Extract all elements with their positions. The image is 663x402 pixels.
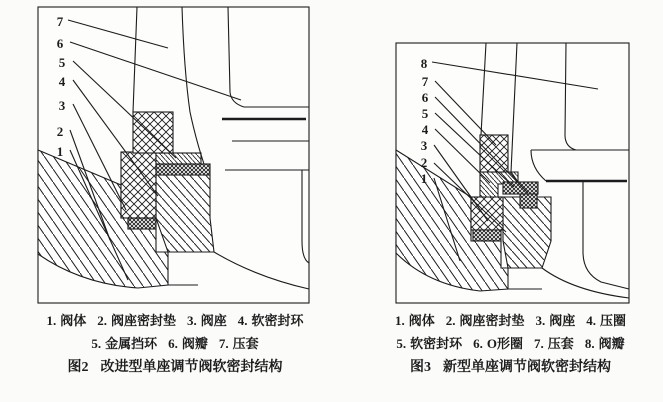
- fig2-seat-gasket-section: [128, 218, 156, 229]
- part-item: [396, 334, 462, 353]
- part-number: 3.: [535, 313, 546, 328]
- part-number: 7.: [218, 336, 229, 351]
- fig2-callout-1: 1: [56, 144, 64, 159]
- part-number: 5.: [91, 336, 102, 351]
- part-item: [473, 334, 523, 353]
- part-number: 1.: [394, 313, 405, 328]
- part-item: [585, 334, 625, 353]
- part-item: [219, 334, 259, 353]
- fig3-callout-7: 7: [421, 74, 429, 89]
- part-name: 压套: [232, 336, 259, 351]
- fig2-callout-5: 5: [58, 55, 66, 70]
- part-item: [168, 334, 208, 353]
- figure2-parts-row-2: [91, 334, 258, 353]
- fig2-seat-insert-section: [156, 175, 214, 252]
- part-name: 压套: [547, 336, 574, 351]
- fig2-valve-seat-section: [121, 152, 156, 218]
- part-number: 8.: [584, 336, 595, 351]
- part-item: [91, 334, 157, 353]
- part-name: 软密封环: [251, 313, 304, 328]
- part-item: [536, 311, 576, 330]
- fig2-callout-2: 2: [56, 124, 64, 139]
- part-number: 6.: [473, 336, 483, 351]
- part-name: 软密封环: [410, 336, 463, 351]
- part-item: [187, 311, 227, 330]
- fig2-metal-ring-section: [156, 153, 201, 164]
- part-name: 压圈: [600, 313, 627, 328]
- part-name: 阀体: [60, 313, 87, 328]
- part-name: 阀座: [200, 313, 227, 328]
- part-name: 金属挡环: [105, 336, 158, 351]
- part-number: 6.: [168, 336, 178, 351]
- part-name: 阀瓣: [181, 336, 208, 351]
- part-item: [586, 311, 626, 330]
- part-name: O形圈: [486, 336, 524, 351]
- part-number: 5.: [396, 336, 407, 351]
- part-number: 1.: [46, 313, 57, 328]
- fig3-callout-4: 4: [421, 122, 429, 137]
- part-name: 阀瓣: [598, 336, 625, 351]
- figure3-valve-cross-section: [368, 35, 638, 310]
- figure3-title: 新型单座调节阀软密封结构: [443, 360, 611, 375]
- figure2-caption-block: [0, 311, 350, 378]
- fig3-pressure-sleeve-section: [480, 135, 508, 172]
- part-number: 4.: [586, 313, 597, 328]
- figure3-parts-row-2: [396, 334, 624, 353]
- fig2-callout-6: 6: [56, 36, 64, 51]
- figure2-valve-cross-section: [26, 0, 318, 312]
- fig3-soft-seal-ring-section: [503, 182, 538, 194]
- fig2-callout-3: 3: [58, 98, 66, 113]
- fig3-callout-8: 8: [420, 56, 428, 71]
- fig2-pressure-sleeve-section: [133, 112, 173, 153]
- figure2-title: 改进型单座调节阀软密封结构: [100, 360, 283, 375]
- figure3-caption-block: [358, 311, 663, 378]
- figure3-label: 图3: [410, 360, 431, 375]
- part-item: [46, 311, 86, 330]
- fig2-callout-4: 4: [58, 74, 66, 89]
- fig2-callout-7: 7: [56, 14, 64, 29]
- fig3-o-ring-section: [520, 194, 537, 208]
- part-number: 2.: [445, 313, 456, 328]
- part-item: [534, 334, 574, 353]
- fig2-soft-seal-ring-section: [156, 164, 210, 175]
- part-number: 2.: [97, 313, 107, 328]
- fig3-callout-3: 3: [420, 138, 428, 153]
- part-name: 阀座: [549, 313, 576, 328]
- fig3-callout-5: 5: [421, 106, 429, 121]
- figure3-parts-row-1: [395, 311, 626, 330]
- part-item: [238, 311, 304, 330]
- part-number: 7.: [534, 336, 544, 351]
- fig3-callout-2: 2: [420, 155, 428, 170]
- part-item: [97, 311, 176, 330]
- fig3-seat-gasket-section: [473, 230, 501, 241]
- part-number: 3.: [187, 313, 197, 328]
- part-item: [395, 311, 435, 330]
- figure2-caption: [68, 358, 283, 378]
- figure2-parts-row-1: [46, 311, 303, 330]
- figure3-caption: [410, 358, 611, 378]
- fig3-callout-1: 1: [420, 171, 428, 186]
- figure2-label: 图2: [67, 360, 89, 375]
- part-number: 4.: [237, 313, 248, 328]
- part-item: [446, 311, 525, 330]
- part-name: 阀座密封垫: [459, 313, 525, 328]
- part-name: 阀体: [408, 313, 435, 328]
- fig3-callout-6: 6: [421, 90, 429, 105]
- part-name: 阀座密封垫: [110, 313, 176, 328]
